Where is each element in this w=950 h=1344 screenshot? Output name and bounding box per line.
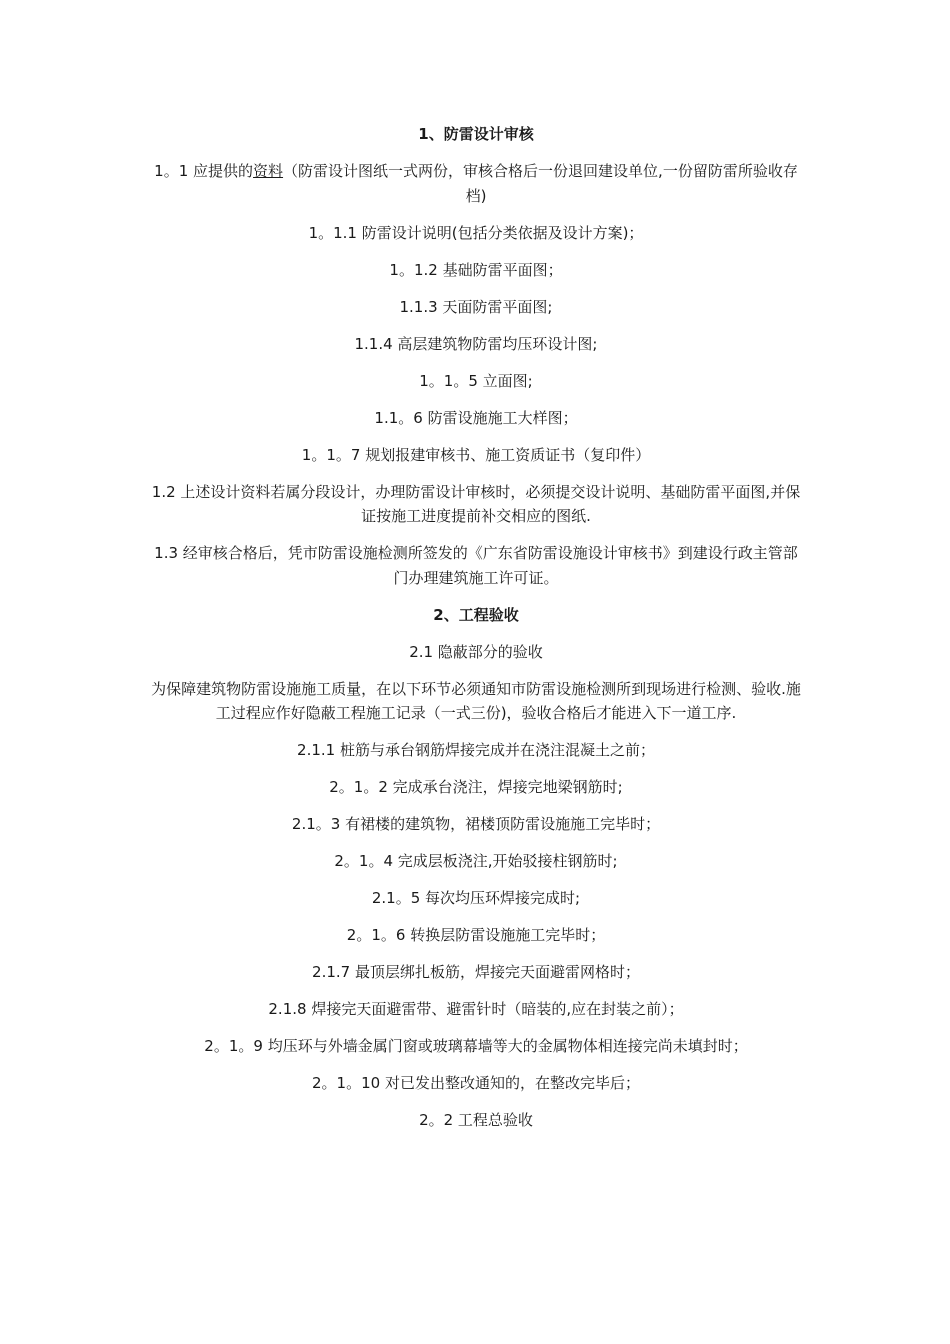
- subheading-2-1: 2.1 隐蔽部分的验收: [409, 642, 543, 661]
- item-1-1-4: 1.1.4 高层建筑物防雷均压环设计图;: [354, 334, 598, 353]
- item-1-1-7: 1。1。7 规划报建审核书、施工资质证书（复印件）: [301, 445, 651, 464]
- paragraph-1-1: [150, 159, 802, 208]
- item-2-1-7: 2.1.7 最顶层绑扎板筋，焊接完天面避雷网格时；: [312, 963, 640, 981]
- paragraph-1-1-post: （防雷设计图纸一式两份，审核合格后一份退回建设单位,一份留防雷所验收存档): [283, 162, 798, 205]
- section-heading-1: 1、防雷设计审核: [418, 125, 534, 143]
- item-1-1-2: 1。1.2 基础防雷平面图；: [389, 260, 563, 279]
- item-2-1-4: 2。1。4 完成层板浇注,开始驳接柱钢筋时;: [334, 852, 618, 870]
- item-1-1-3: 1.1.3 天面防雷平面图;: [399, 297, 553, 316]
- item-1-1-1: 1。1.1 防雷设计说明(包括分类依据及设计方案)；: [308, 223, 644, 242]
- item-1-1-5: 1。1。5 立面图;: [419, 371, 533, 390]
- item-2-1-9: 2。1。9 均压环与外墙金属门窗或玻璃幕墙等大的金属物体相连接完尚未填封时；: [204, 1037, 748, 1055]
- item-1-1-6: 1.1。6 防雷设施施工大样图；: [374, 408, 578, 427]
- paragraph-2-1-intro: 为保障建筑物防雷设施施工质量，在以下环节必须通知市防雷设施检测所到现场进行检测、验收.施工过程应作好隐蔽工程施工记录（一式三份)，验收合格后才能进入下一道工序.: [151, 679, 801, 722]
- section-heading-2: 2、工程验收: [433, 605, 519, 624]
- item-2-1-2: 2。1。2 完成承台浇注，焊接完地梁钢筋时;: [329, 778, 623, 796]
- item-2-1-8: 2.1.8 焊接完天面避雷带、避雷针时（暗装的,应在封装之前）；: [268, 1000, 684, 1018]
- subheading-2-2: 2。2 工程总验收: [419, 1111, 533, 1129]
- item-2-1-10: 2。1。10 对已发出整改通知的，在整改完毕后；: [312, 1074, 640, 1092]
- paragraph-1-3: 1.3 经审核合格后，凭市防雷设施检测所签发的《广东省防雷设施设计审核书》到建设行政主管部门办理建筑施工许可证。: [154, 544, 798, 587]
- paragraph-1-2: 1.2 上述设计资料若属分段设计，办理防雷设计审核时，必须提交设计说明、基础防雷平面图,并保证按施工进度提前补交相应的图纸.: [151, 482, 801, 525]
- item-2-1-3: 2.1。3 有裙楼的建筑物，裙楼顶防雷设施施工完毕时；: [291, 815, 661, 833]
- paragraph-1-1-pre: 1。1 应提供的: [154, 162, 254, 180]
- document-body: [150, 122, 802, 1145]
- item-2-1-1: 2.1.1 桩筋与承台钢筋焊接完成并在浇注混凝土之前；: [297, 741, 655, 759]
- item-2-1-6: 2。1。6 转换层防雷设施施工完毕时；: [346, 926, 606, 944]
- materials-link[interactable]: 资料: [253, 162, 284, 180]
- item-2-1-5: 2.1。5 每次均压环焊接完成时;: [371, 889, 581, 907]
